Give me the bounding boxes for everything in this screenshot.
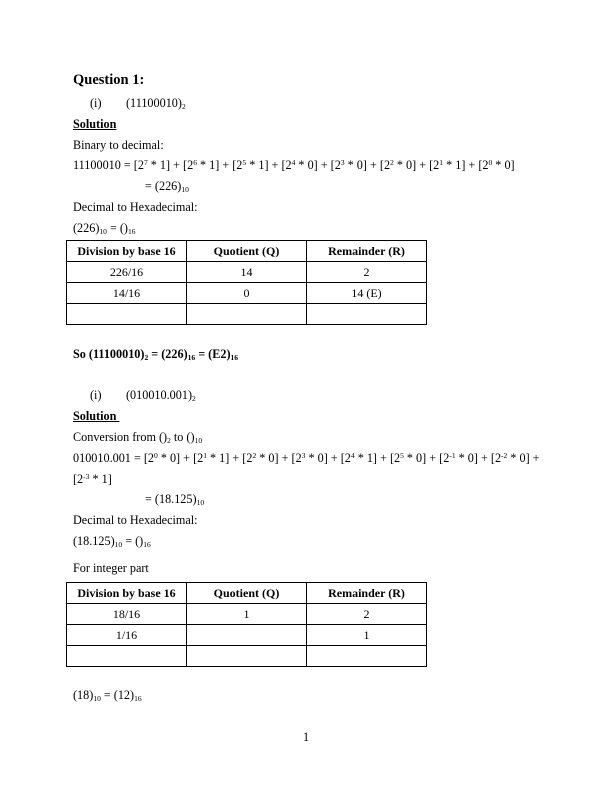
part2-result: = $(18.125)_{10}$ [145,492,205,507]
part1-result: = $(226)_{10}$ [145,179,189,194]
part1-solution-heading: Solution [73,117,117,131]
table-header: Quotient (Q) [187,583,307,604]
part2-solution-heading: Solution [73,409,120,423]
table-cell: 1/16 [67,625,187,646]
part1-label: (i) [90,96,102,110]
part1-conclusion: So $(11100010)_2 = (226)_{16} = (E2)_{16}$ [73,347,239,362]
table-cell: 2 [307,262,427,283]
table-cell: 2 [307,604,427,625]
table-header-row [67,241,427,262]
table-cell: 14 [187,262,307,283]
table-cell: 1 [307,625,427,646]
table-cell [187,625,307,646]
table-cell: 226/16 [67,262,187,283]
table-header: Division by base 16 [67,583,187,604]
part2-expansion-line1: $010010.001 = [2^0 * 0] + [2^1 * 1] + [2^2 * 0] + [2^3 * 0] + [2^4 * 1] + [2^5 * 0] + [2^{-1} * 0] + [2^{-2} * 0]$ + [73,451,540,465]
table-header: Remainder (R) [307,583,427,604]
table-row [67,646,427,667]
table-cell: 14/16 [67,283,187,304]
part1-value: $(11100010)_2$ [126,96,186,111]
part1-step1: Binary to decimal: [73,138,164,152]
table-header: Quotient (Q) [187,241,307,262]
table-row [67,304,427,325]
table-row [67,262,427,283]
part2-conversion-title: Conversion from $()_2$ to $()_{10}$ [73,430,203,445]
table-header: Remainder (R) [307,241,427,262]
table-cell [307,646,427,667]
part2-step2: Decimal to Hexadecimal: [73,513,198,527]
table-cell: 0 [187,283,307,304]
table-cell [187,304,307,325]
part2-division-table [66,582,427,667]
part1-expansion: $11100010 = [2^7 * 1] + [2^6 * 1] + [2^5 * 1] + [2^4 * 0] + [2^3 * 0] + [2^2 * 0] + [2^1 * 1] + [2^0 * 0]$ [73,158,515,172]
part1-conversion: $(226)_{10} = ()_{16}$ [73,221,136,236]
part2-dec-hex: $(18.125)_{10} = ()_{16}$ [73,534,151,549]
part2-final-result: $(18)_{10} = (12)_{16}$ [73,688,142,703]
table-cell [187,646,307,667]
table-cell [307,304,427,325]
table-row [67,283,427,304]
part2-label: (i) [90,388,102,402]
table-cell: 1 [187,604,307,625]
part2-expansion-line2: $[2^{-3} * 1]$ [73,472,112,486]
page-number: 1 [302,730,310,744]
table-cell: 18/16 [67,604,187,625]
table-header: Division by base 16 [67,241,187,262]
table-row [67,604,427,625]
part2-value: $(010010.001)_2$ [126,388,196,403]
table-header-row [67,583,427,604]
table-cell [67,304,187,325]
table-cell: 14 (E) [307,283,427,304]
part1-step2: Decimal to Hexadecimal: [73,200,198,214]
part2-integer-part: For integer part [73,561,149,575]
question-title: Question 1: [73,72,145,88]
part1-division-table [66,240,427,325]
table-cell [67,646,187,667]
table-row [67,625,427,646]
